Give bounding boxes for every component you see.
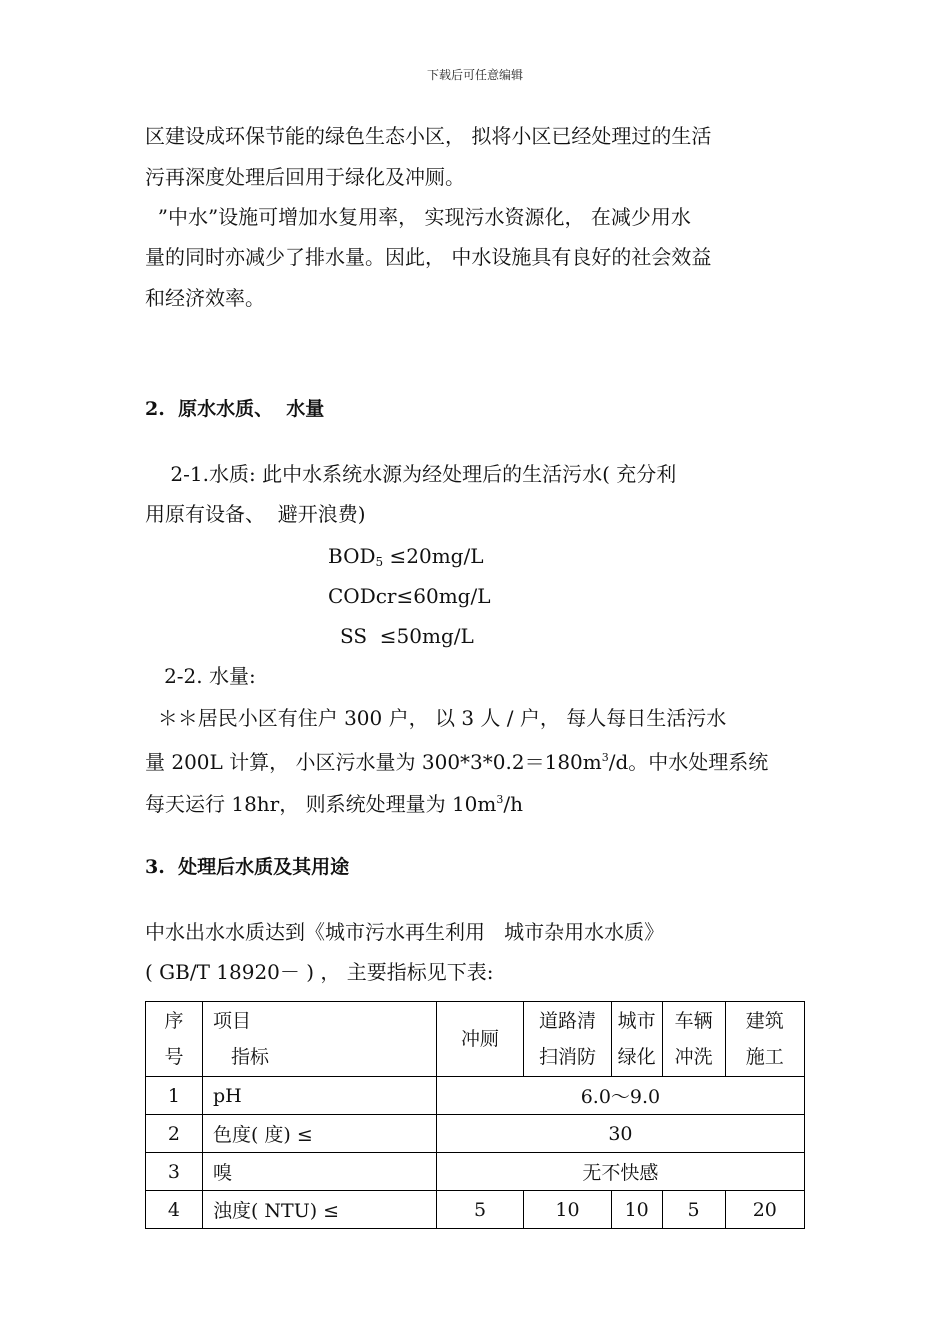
value-green: 10 xyxy=(611,1191,662,1229)
intro-line-2: 污再深度处理后回用于绿化及冲厕。 xyxy=(145,165,465,189)
table-row xyxy=(146,1191,805,1229)
row-item: pH xyxy=(202,1077,436,1115)
water-quality-line-2: 用原有设备、 避开浪费) xyxy=(145,502,366,526)
table-header-row xyxy=(146,1002,805,1077)
header-seq: 序 号 xyxy=(146,1002,203,1077)
section3-line-2: ( GB/T 18920－ ) ， 主要指标见下表: xyxy=(145,960,494,984)
row-number: 1 xyxy=(146,1077,203,1115)
row-merged-value: 30 xyxy=(436,1115,804,1153)
section3-line-1: 中水出水水质达到《城市污水再生利用 城市杂用水水质》 xyxy=(145,920,665,944)
ss-spec: SS ≤50mg/L xyxy=(340,624,474,648)
intro-line-4: 量的同时亦减少了排水量。因此， 中水设施具有良好的社会效益 xyxy=(145,245,712,269)
row-number: 3 xyxy=(146,1153,203,1191)
water-volume-line-1: ＊＊居民小区有住户 300 户， 以 3 人 / 户， 每人每日生活污水 xyxy=(145,706,727,730)
header-construction: 建筑 施工 xyxy=(725,1002,804,1077)
value-toilet: 5 xyxy=(436,1191,523,1229)
row-item: 嗅 xyxy=(202,1153,436,1191)
water-volume-heading: 2-2. 水量: xyxy=(145,664,256,688)
water-quality-table xyxy=(145,1001,805,1229)
water-volume-line-2: 量 200L 计算， 小区污水量为 $300*3*0.2=180m^3/d$。中水处理系统 xyxy=(145,750,769,774)
header-item: 项目 指标 xyxy=(202,1002,436,1077)
value-vehicle: 5 xyxy=(662,1191,725,1229)
header-road: 道路清 扫消防 xyxy=(524,1002,611,1077)
row-number: 4 xyxy=(146,1191,203,1229)
section3-heading: 3. 处理后水质及其用途 xyxy=(145,856,350,878)
row-merged-value: 6.0～9.0 xyxy=(436,1077,804,1115)
table-row xyxy=(146,1153,805,1191)
section2-heading: 2. 原水水质、 水量 xyxy=(145,398,325,420)
row-item: 色度( 度) ≤ xyxy=(202,1115,436,1153)
cod-spec: CODcr≤60mg/L xyxy=(328,584,491,608)
water-volume-line-3: 每天运行 18hr， 则系统处理量为 $10m^3/h$ xyxy=(145,792,524,816)
table-row xyxy=(146,1077,805,1115)
bod-spec: $BOD_5 \le 20mg/L$ xyxy=(328,544,484,569)
header-green: 城市 绿化 xyxy=(611,1002,662,1077)
intro-line-3: ”中水”设施可增加水复用率， 实现污水资源化， 在减少用水 xyxy=(145,205,691,229)
row-number: 2 xyxy=(146,1115,203,1153)
row-merged-value: 无不快感 xyxy=(436,1153,804,1191)
intro-line-1: 区建设成环保节能的绿色生态小区， 拟将小区已经处理过的生活 xyxy=(145,124,712,148)
water-quality-line-1: 2-1.水质: 此中水系统水源为经处理后的生活污水( 充分利 xyxy=(145,462,677,486)
value-road: 10 xyxy=(524,1191,611,1229)
page-header-note: 下载后可任意编辑 xyxy=(426,68,523,82)
header-vehicle: 车辆 冲洗 xyxy=(662,1002,725,1077)
table-row xyxy=(146,1115,805,1153)
header-toilet: 冲厕 xyxy=(436,1002,523,1077)
row-item: 浊度( NTU) ≤ xyxy=(202,1191,436,1229)
intro-line-5: 和经济效率。 xyxy=(145,286,265,310)
value-construction: 20 xyxy=(725,1191,804,1229)
